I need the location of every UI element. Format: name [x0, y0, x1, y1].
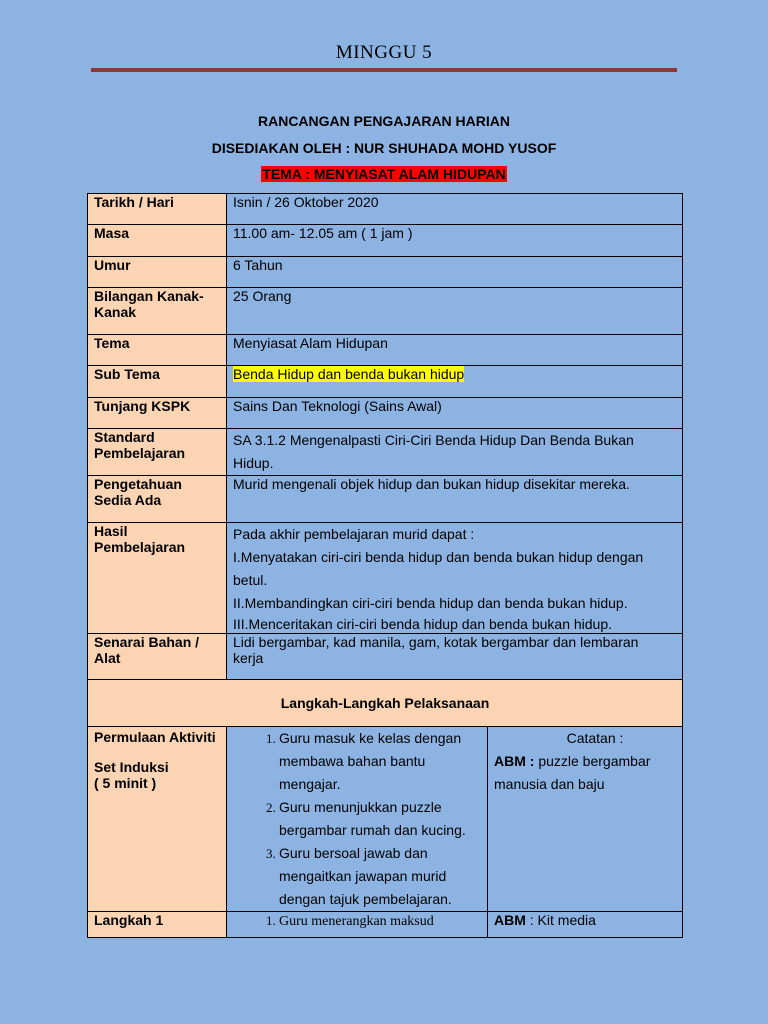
- permulaan-step-list: [227, 727, 483, 911]
- langkah1-steps: [227, 912, 488, 938]
- umur-label: Umur: [88, 257, 227, 288]
- langkah1-abm-label: ABM: [494, 912, 526, 928]
- row-section-title: [88, 680, 683, 727]
- hasil-line2: I.Menyatakan ciri-ciri benda hidup dan benda bukan hidup dengan: [233, 549, 644, 565]
- row-permulaan: [88, 727, 683, 912]
- standard-label-line2: Pembelajaran: [94, 445, 186, 461]
- senarai-value-line1: Lidi bergambar, kad manila, gam, kotak bergambar dan lembaran: [233, 634, 639, 650]
- tunjang-label: Tunjang KSPK: [88, 398, 227, 429]
- permulaan-label-line3: ( 5 minit ): [94, 775, 157, 791]
- theme-heading-text: TEMA : MENYIASAT ALAM HIDUPAN: [262, 166, 506, 182]
- row-standard: [88, 429, 683, 476]
- row-langkah1: [88, 912, 683, 938]
- hasil-value: [227, 523, 683, 634]
- senarai-value: [227, 634, 683, 680]
- standard-label: [88, 429, 227, 476]
- standard-label-line1: Standard: [94, 429, 155, 445]
- hasil-line4: II.Membandingkan ciri-ciri benda hidup dan benda bukan hidup.: [233, 595, 628, 611]
- hasil-label-line2: Pembelajaran: [94, 539, 186, 555]
- hasil-line1: Pada akhir pembelajaran murid dapat :: [233, 526, 475, 542]
- tarikh-value: Isnin / 26 Oktober 2020: [227, 194, 683, 225]
- hasil-label: [88, 523, 227, 634]
- senarai-label: [88, 634, 227, 680]
- row-tarikh: [88, 194, 683, 225]
- tunjang-value: Sains Dan Teknologi (Sains Awal): [227, 398, 683, 429]
- row-bilangan: [88, 288, 683, 335]
- permulaan-step: 1. Guru masuk ke kelas dengan membawa bahan bantu mengajar.: [279, 727, 483, 796]
- row-subtema: [88, 366, 683, 398]
- subtema-value: [227, 366, 683, 398]
- senarai-label-line2: Alat: [94, 650, 121, 666]
- standard-value-line1: SA 3.1.2 Mengenalpasti Ciri-Ciri Benda Hidup Dan Benda Bukan: [233, 432, 634, 448]
- lesson-plan-table: [87, 193, 683, 938]
- pengetahuan-label-line2: Sedia Ada: [94, 492, 162, 508]
- bilangan-value: 25 Orang: [227, 288, 683, 335]
- pengetahuan-label: [88, 476, 227, 523]
- prepared-by: DISEDIAKAN OLEH : NUR SHUHADA MOHD YUSOF: [211, 140, 557, 156]
- abm-value: puzzle bergambar manusia dan baju: [494, 753, 651, 792]
- pengetahuan-value: Murid mengenali objek hidup dan bukan hidup disekitar mereka.: [227, 476, 683, 523]
- langkah1-notes: [488, 912, 683, 938]
- bilangan-label-line1: Bilangan Kanak-: [94, 288, 204, 304]
- section-title: Langkah-Langkah Pelaksanaan: [88, 680, 683, 727]
- langkah1-label: Langkah 1: [88, 912, 227, 938]
- langkah1-step-list: [227, 912, 483, 931]
- subtema-label: Sub Tema: [88, 366, 227, 398]
- tema-value: Menyiasat Alam Hidupan: [227, 335, 683, 366]
- tarikh-label: Tarikh / Hari: [88, 194, 227, 225]
- langkah1-step: 1. Guru menerangkan maksud: [279, 912, 483, 931]
- permulaan-steps: [227, 727, 488, 912]
- permulaan-label-line2: Set Induksi: [94, 759, 169, 775]
- bilangan-label-line2: Kanak: [94, 304, 137, 320]
- standard-value-line2: Hidup.: [233, 455, 274, 471]
- row-masa: [88, 225, 683, 257]
- permulaan-abm-note: [494, 750, 676, 796]
- tema-label: Tema: [88, 335, 227, 366]
- permulaan-label-line1: Permulaan Aktiviti: [94, 729, 216, 745]
- senarai-label-line1: Senarai Bahan /: [94, 634, 200, 650]
- catatan-title: Catatan :: [566, 730, 624, 746]
- row-senarai: [88, 634, 683, 680]
- hasil-label-line1: Hasil: [94, 523, 128, 539]
- umur-value: 6 Tahun: [227, 257, 683, 288]
- row-hasil: [88, 523, 683, 634]
- masa-label: Masa: [88, 225, 227, 257]
- permulaan-label-spacer: [94, 745, 220, 759]
- hasil-line5: III.Menceritakan ciri-ciri benda hidup dan benda bukan hidup.: [233, 616, 613, 632]
- langkah1-abm-value: : Kit media: [525, 912, 596, 928]
- permulaan-step: 2. Guru menunjukkan puzzle bergambar rumah dan kucing.: [279, 796, 483, 842]
- subtema-highlight: Benda Hidup dan benda bukan hidup: [233, 366, 465, 382]
- bilangan-label: [88, 288, 227, 335]
- senarai-value-line2: kerja: [233, 650, 264, 666]
- document-title: RANCANGAN PENGAJARAN HARIAN: [257, 113, 510, 129]
- row-tunjang: [88, 398, 683, 429]
- row-umur: [88, 257, 683, 288]
- header-divider: [91, 68, 677, 72]
- hasil-line3: betul.: [233, 572, 268, 588]
- page-title: MINGGU 5: [335, 42, 433, 63]
- masa-value: 11.00 am- 12.05 am ( 1 jam ): [227, 225, 683, 257]
- abm-label: ABM :: [494, 753, 535, 769]
- permulaan-step: 3. Guru bersoal jawab dan mengaitkan jawapan murid dengan tajuk pembelajaran.: [279, 842, 483, 911]
- permulaan-notes: [488, 727, 683, 912]
- permulaan-label: [88, 727, 227, 912]
- theme-heading: [0, 166, 768, 182]
- standard-value: [227, 429, 683, 476]
- row-tema: [88, 335, 683, 366]
- row-pengetahuan: [88, 476, 683, 523]
- pengetahuan-label-line1: Pengetahuan: [94, 476, 182, 492]
